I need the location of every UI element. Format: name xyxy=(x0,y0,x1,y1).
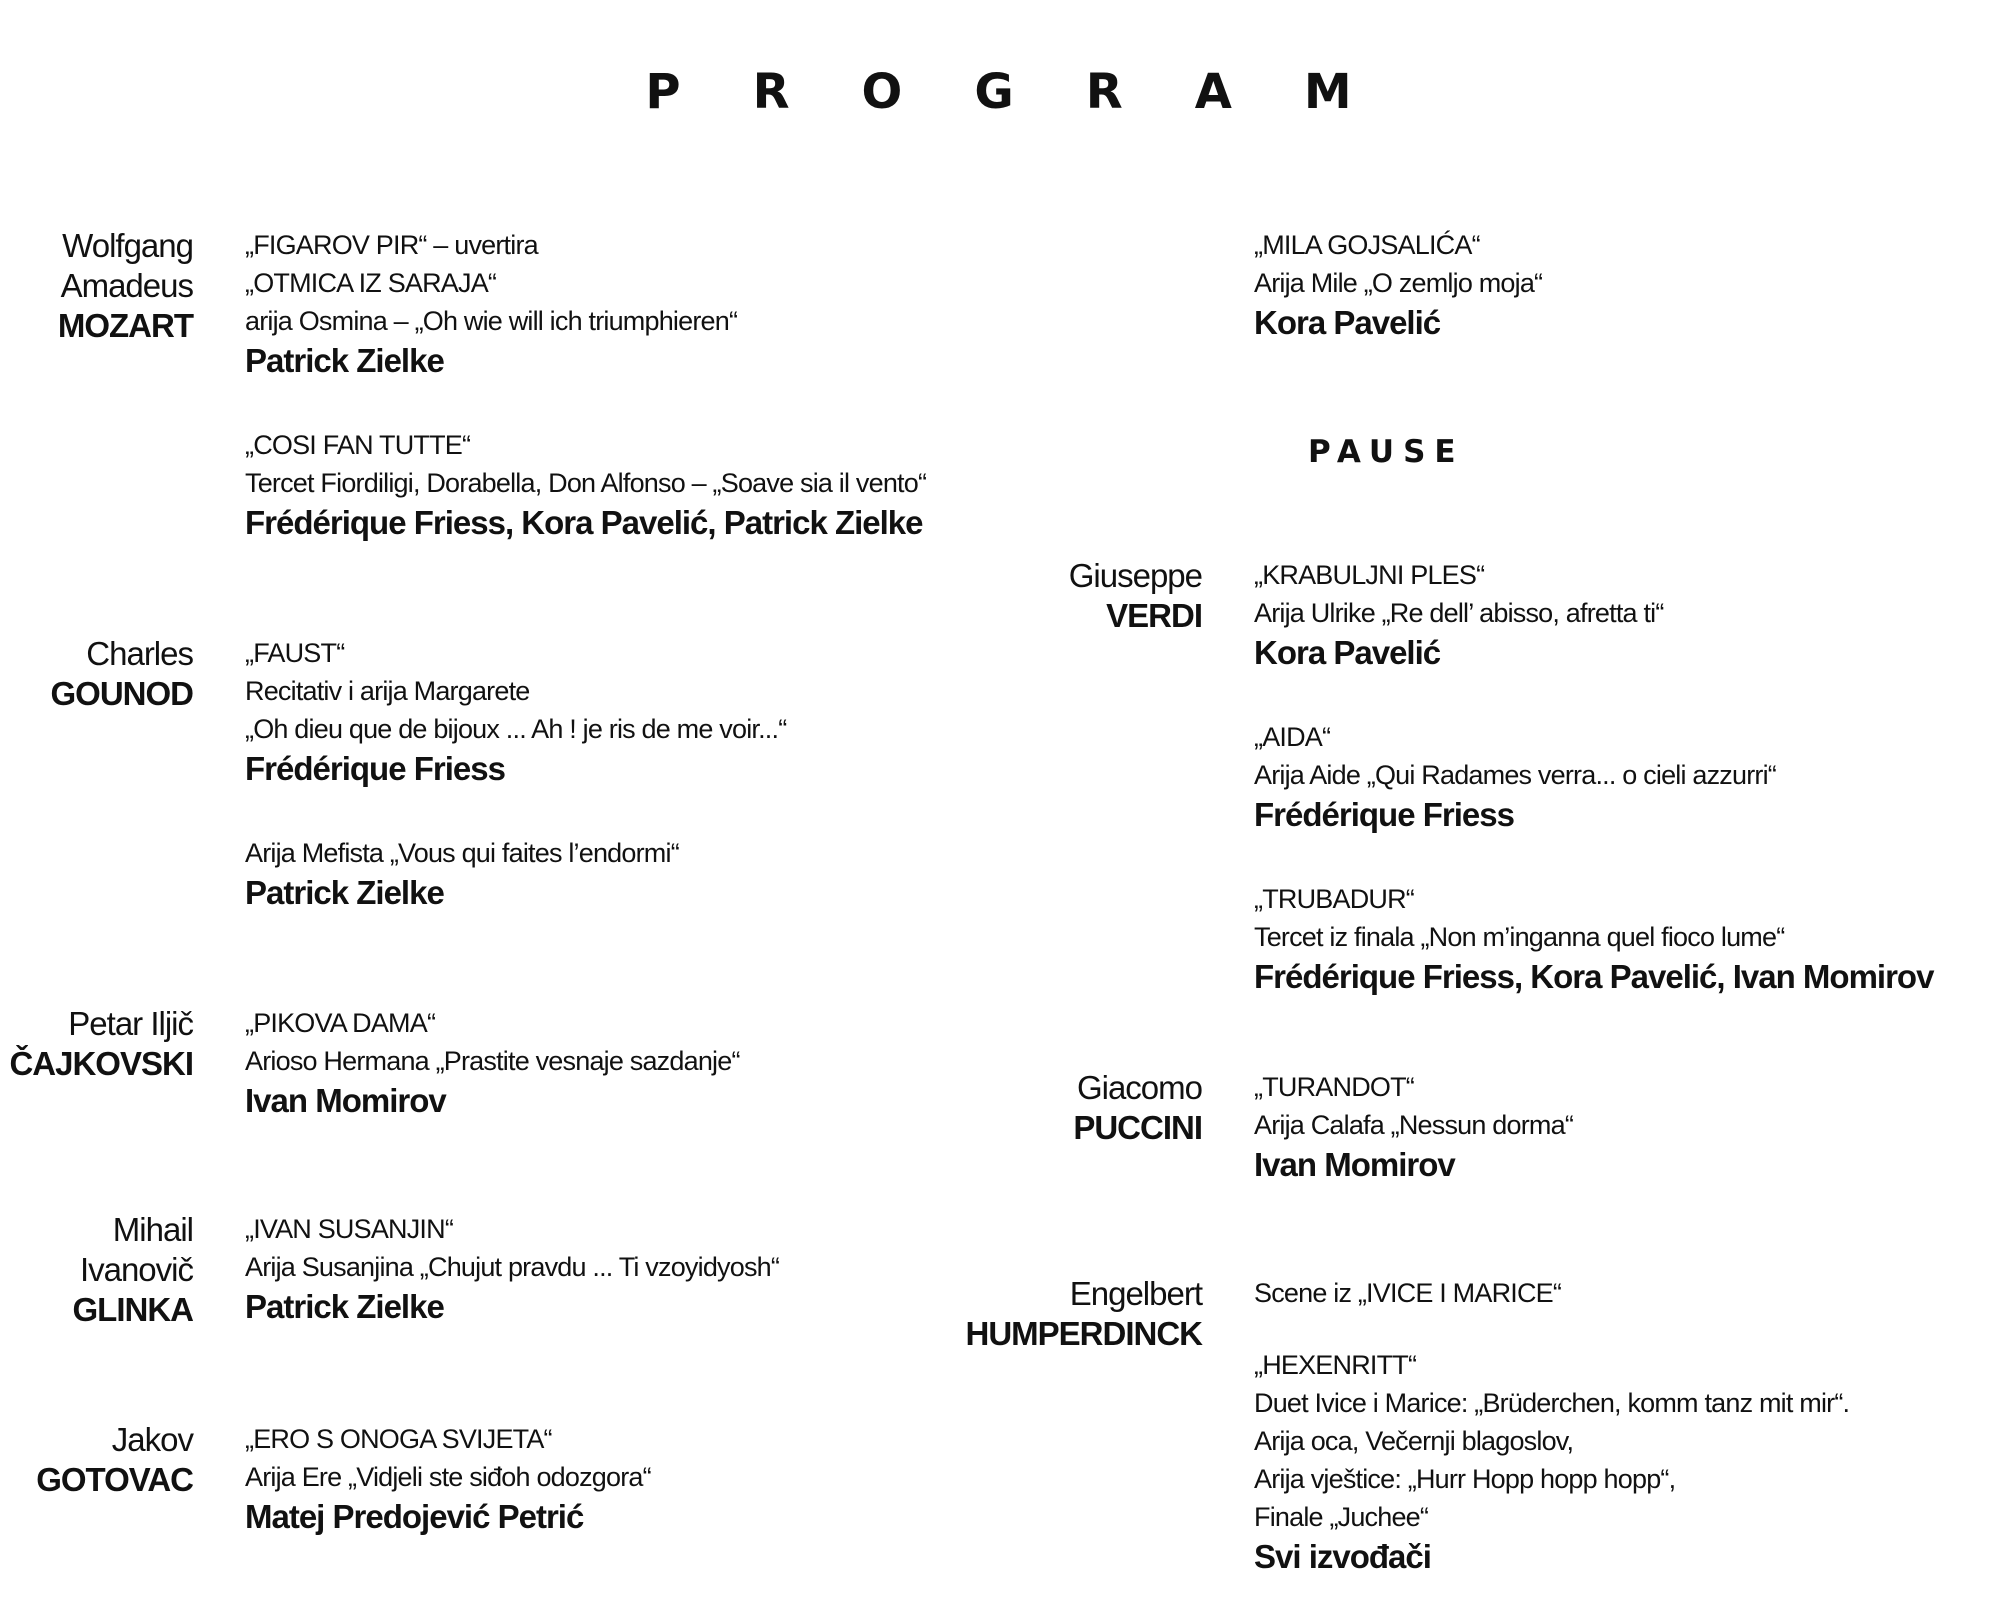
piece-line: Finale „Juchee“ xyxy=(1254,1502,1429,1532)
piece xyxy=(1254,1346,1849,1578)
composer-middle-name: Ivanovič xyxy=(79,1251,193,1288)
composer-last-name: MOZART xyxy=(57,307,193,344)
piece-line: Scene iz „IVICE I MARICE“ xyxy=(1254,1278,1562,1308)
piece-line: „FAUST“ xyxy=(245,638,345,668)
performer: Matej Predojević Petrić xyxy=(245,1498,584,1535)
composer-first-name: Petar Iljič xyxy=(68,1005,193,1042)
program-entry-puccini xyxy=(0,1068,1573,1186)
composer-last-name: ČAJKOVSKI xyxy=(9,1045,193,1082)
piece-line: „Oh dieu que de bijoux ... Ah ! je ris de me voir...“ xyxy=(245,714,787,744)
composer-first-name: Jakov xyxy=(111,1421,193,1458)
piece xyxy=(1254,718,1933,836)
piece-line: „TURANDOT“ xyxy=(1254,1072,1414,1102)
piece-list xyxy=(1254,1274,1849,1578)
piece-line: „PIKOVA DAMA“ xyxy=(245,1008,436,1038)
composer-name xyxy=(0,556,1254,636)
composer-first-name: Engelbert xyxy=(1069,1275,1202,1312)
piece-list xyxy=(1254,556,1933,998)
piece xyxy=(1254,880,1933,998)
performer: Frédérique Friess xyxy=(245,750,505,787)
piece-line: „AIDA“ xyxy=(1254,722,1331,752)
piece-line: Arija Mile „O zemljo moja“ xyxy=(1254,268,1543,298)
performer: Svi izvođači xyxy=(1254,1538,1431,1575)
performer: Frédérique Friess, Kora Pavelić, Patrick Zielke xyxy=(245,504,923,541)
composer-first-name: Giacomo xyxy=(1076,1069,1202,1106)
piece-line: „HEXENRITT“ xyxy=(1254,1350,1417,1380)
composer-name xyxy=(0,1068,1254,1148)
composer-first-name: Charles xyxy=(86,635,193,672)
program-entry-verdi xyxy=(0,556,1933,998)
composer-first-name: Mihail xyxy=(112,1211,193,1248)
piece-line: Tercet iz finala „Non m’inganna quel fioco lume“ xyxy=(1254,922,1785,952)
composer-first-name: Wolfgang xyxy=(62,227,193,264)
piece xyxy=(1254,226,1542,344)
piece-list xyxy=(1254,1068,1573,1186)
piece-line: Arija Calafa „Nessun dorma“ xyxy=(1254,1110,1574,1140)
piece-line: Duet Ivice i Marice: „Brüderchen, komm tanz mit mir“. xyxy=(1254,1388,1850,1418)
piece-line: Arija Ulrike „Re dell’ abisso, afretta ti“ xyxy=(1254,598,1664,628)
page-title: PROGRAM xyxy=(645,64,1424,120)
performer: Ivan Momirov xyxy=(1254,1146,1455,1183)
piece-line: „COSI FAN TUTTE“ xyxy=(245,430,471,460)
performer: Ivan Momirov xyxy=(245,1082,446,1119)
piece-line: „IVAN SUSANJIN“ xyxy=(245,1214,454,1244)
performer: Patrick Zielke xyxy=(245,1288,444,1325)
piece-line: Arija oca, Večernji blagoslov, xyxy=(1254,1426,1574,1456)
piece-line: „MILA GOJSALIĆA“ xyxy=(1254,230,1480,260)
performer: Kora Pavelić xyxy=(1254,304,1441,341)
performer: Patrick Zielke xyxy=(245,342,444,379)
piece-line: „TRUBADUR“ xyxy=(1254,884,1414,914)
composer-name xyxy=(0,1274,1254,1354)
program-entry-humperdinck xyxy=(0,1274,1849,1578)
piece-list xyxy=(1254,226,1542,344)
composer-last-name: GLINKA xyxy=(72,1291,193,1328)
piece-line: Arija Aide „Qui Radames verra... o cieli azzurri“ xyxy=(1254,760,1776,790)
program-entry-gotovac-continued xyxy=(0,226,1542,344)
piece-line: „KRABULJNI PLES“ xyxy=(1254,560,1485,590)
piece xyxy=(1254,1274,1849,1312)
piece-line: Arija vještice: „Hurr Hopp hopp hopp“, xyxy=(1254,1464,1676,1494)
composer-last-name: HUMPERDINCK xyxy=(965,1315,1202,1352)
composer-first-name: Giuseppe xyxy=(1068,557,1202,594)
composer-last-name: PUCCINI xyxy=(1073,1109,1202,1146)
piece-line: Arija Susanjina „Chujut pravdu ... Ti vzoyidyosh“ xyxy=(245,1252,780,1282)
performer: Frédérique Friess, Kora Pavelić, Ivan Momirov xyxy=(1254,958,1934,995)
piece-line: arija Osmina – „Oh wie will ich triumphieren“ xyxy=(245,306,738,336)
piece-line: Arija Ere „Vidjeli ste siđoh odozgora“ xyxy=(245,1462,651,1492)
piece-line: Arija Mefista „Vous qui faites l’endormi“ xyxy=(245,838,679,868)
piece-line: „ERO S ONOGA SVIJETA“ xyxy=(245,1424,552,1454)
performer: Kora Pavelić xyxy=(1254,634,1441,671)
performer: Frédérique Friess xyxy=(1254,796,1514,833)
piece-line: Recitativ i arija Margarete xyxy=(245,676,530,706)
composer-last-name: GOUNOD xyxy=(50,675,193,712)
piece-line: Arioso Hermana „Prastite vesnaje sazdanje“ xyxy=(245,1046,740,1076)
piece-line: „FIGAROV PIR“ – uvertira xyxy=(245,230,538,260)
composer-last-name: VERDI xyxy=(1106,597,1202,634)
piece-line: „OTMICA IZ SARAJA“ xyxy=(245,268,497,298)
piece-line: Tercet Fiordiligi, Dorabella, Don Alfonso – „Soave sia il vento“ xyxy=(245,468,927,498)
pause-label: PAUSE xyxy=(1308,434,1465,470)
composer-last-name: GOTOVAC xyxy=(36,1461,193,1498)
composer-middle-name: Amadeus xyxy=(60,267,193,304)
piece xyxy=(1254,556,1933,674)
piece xyxy=(245,426,926,544)
performer: Patrick Zielke xyxy=(245,874,444,911)
piece xyxy=(1254,1068,1573,1186)
